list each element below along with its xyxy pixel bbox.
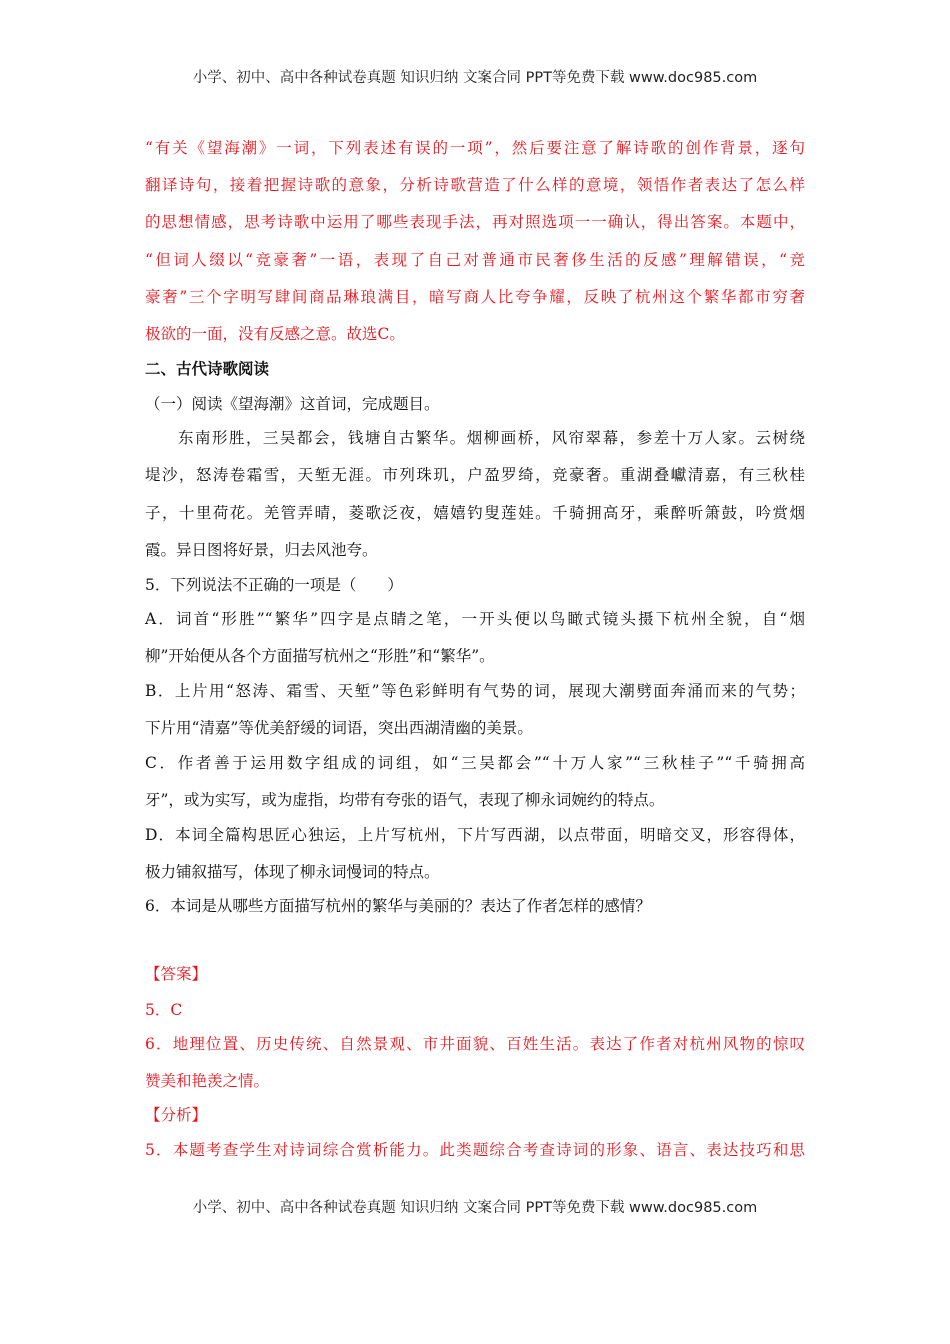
question-5: 5．下列说法不正确的一项是（ ） xyxy=(145,576,403,594)
option-d: D．本词全篇构思匠心独运，上片写杭州，下片写西湖，以点带面，明暗交叉，形容得体， xyxy=(145,826,805,844)
poem-line: 子，十里荷花。羌管弄晴，菱歌泛夜，嬉嬉钓叟莲娃。千骑拥高牙，乘醉听箫鼓，吟赏烟 xyxy=(145,504,805,522)
answer-6-cont: 赞美和艳羡之情。 xyxy=(145,1072,270,1090)
analysis-line: 翻译诗句，接着把握诗歌的意象，分析诗歌营造了什么样的意境，领悟作者表达了怎么样 xyxy=(145,176,805,194)
page-header: 小学、初中、高中各种试卷真题 知识归纳 文案合同 PPT等免费下载 www.doc985.com xyxy=(192,70,758,86)
question-6: 6．本词是从哪些方面描写杭州的繁华与美丽的？表达了作者怎样的感情？ xyxy=(145,897,651,915)
analysis-line: “有关《望海潮》一词，下列表述有误的一项”，然后要注意了解诗歌的创作背景，逐句 xyxy=(145,139,805,157)
answer-label: 【答案】 xyxy=(145,965,208,983)
option-c: C．作者善于运用数字组成的词组，如“三吴都会”“十万人家”“三秋桂子”“千骑拥高 xyxy=(145,754,805,772)
analysis-5: 5．本题考查学生对诗词综合赏析能力。此类题综合考查诗词的形象、语言、表达技巧和思 xyxy=(145,1141,805,1159)
subsection-title: （一）阅读《望海潮》这首词，完成题目。 xyxy=(145,395,440,413)
analysis-label: 【分析】 xyxy=(145,1106,208,1124)
poem-line: 霞。异日图将好景，归去风池夸。 xyxy=(145,541,378,559)
answer-5: 5．C xyxy=(145,1001,183,1019)
poem-line: 东南形胜，三吴都会，钱塘自古繁华。烟柳画桥，风帘翠幕，参差十万人家。云树绕 xyxy=(178,429,805,447)
option-a: A．词首“形胜”“繁华”四字是点睛之笔，一开头便以鸟瞰式镜头摄下杭州全貌，自“烟 xyxy=(145,610,805,628)
option-a-cont: 柳”开始便从各个方面描写杭州之“形胜”和“繁华”。 xyxy=(145,647,495,665)
analysis-line: 豪奢”三个字明写肆间商品琳琅满目，暗写商人比夸争耀，反映了杭州这个繁华都市穷奢 xyxy=(145,288,805,306)
section-title: 二、古代诗歌阅读 xyxy=(145,360,270,378)
poem-line: 堤沙，怒涛卷霜雪，天堑无涯。市列珠玑，户盈罗绮，竞豪奢。重湖叠巘清嘉，有三秋桂 xyxy=(145,466,805,484)
page-footer: 小学、初中、高中各种试卷真题 知识归纳 文案合同 PPT等免费下载 www.doc985.com xyxy=(192,1200,758,1216)
analysis-line: “但词人缀以“竞豪奢”一语，表现了自己对普通市民奢侈生活的反感”理解错误，“竞 xyxy=(145,251,805,269)
analysis-line: 极欲的一面，没有反感之意。故选C。 xyxy=(145,325,405,343)
option-b: B．上片用“怒涛、霜雪、天堑”等色彩鲜明有气势的词，展现大潮劈面奔涌而来的气势； xyxy=(145,682,805,700)
option-b-cont: 下片用“清嘉”等优美舒缓的词语，突出西湖清幽的美景。 xyxy=(145,719,533,737)
option-c-cont: 牙”，或为实写，或为虚指，均带有夸张的语气，表现了柳永词婉约的特点。 xyxy=(145,791,665,809)
answer-6: 6．地理位置、历史传统、自然景观、市井面貌、百姓生活。表达了作者对杭州风物的惊叹 xyxy=(145,1035,805,1053)
option-d-cont: 极力铺叙描写，体现了柳永词慢词的特点。 xyxy=(145,863,440,881)
analysis-line: 的思想情感，思考诗歌中运用了哪些表现手法，再对照选项一一确认，得出答案。本题中， xyxy=(145,213,805,231)
